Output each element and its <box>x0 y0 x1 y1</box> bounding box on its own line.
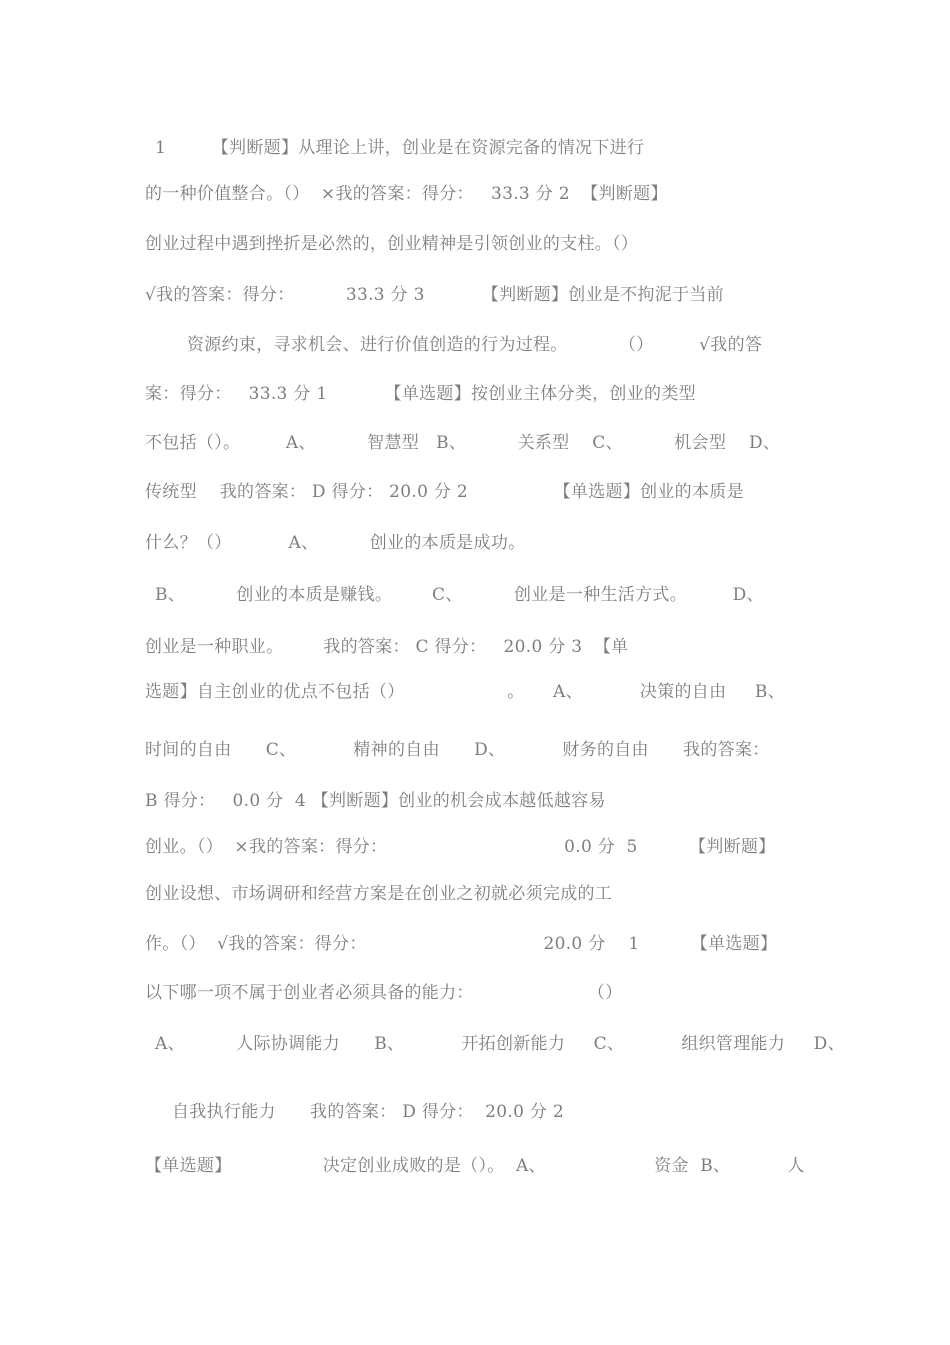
text-line: 传统型 我的答案： D 得分： 20.0 分 2 【单选题】创业的本质是 <box>145 482 744 502</box>
text-line: 自我执行能力 我的答案： D 得分： 20.0 分 2 <box>172 1102 565 1122</box>
text-line: 的一种价值整合。（） ×我的答案：得分： 33.3 分 2 【判断题】 <box>145 184 668 204</box>
text-line: 创业过程中遇到挫折是必然的，创业精神是引领创业的支柱。（） <box>145 234 639 254</box>
text-line: 以下哪一项不属于创业者必须具备的能力： （） <box>145 983 623 1003</box>
text-line: B 得分： 0.0 分 4 【判断题】创业的机会成本越低越容易 <box>145 791 606 811</box>
text-line: 【单选题】 决定创业成败的是（）。 A、 资金 B、 人 <box>145 1156 805 1176</box>
text-line: 创业设想、市场调研和经营方案是在创业之初就必须完成的工 <box>145 884 613 904</box>
text-line: 什么？（） A、 创业的本质是成功。 <box>145 533 526 553</box>
text-line: 时间的自由 C、 精神的自由 D、 财务的自由 我的答案： <box>145 740 770 760</box>
text-line: 1 【判断题】从理论上讲，创业是在资源完备的情况下进行 <box>155 138 645 158</box>
text-line: 创业是一种职业。 我的答案： C 得分： 20.0 分 3 【单 <box>145 637 629 657</box>
text-line: 案：得分： 33.3 分 1 【单选题】按创业主体分类，创业的类型 <box>145 384 696 404</box>
text-line: 不包括（）。 A、 智慧型 B、 关系型 C、 机会型 D、 <box>145 433 781 453</box>
text-line: 作。（） √我的答案：得分： 20.0 分 1 【单选题】 <box>145 934 778 954</box>
text-line: A、 人际协调能力 B、 开拓创新能力 C、 组织管理能力 D、 <box>155 1034 845 1054</box>
text-line: 创业。（） ×我的答案：得分： 0.0 分 5 【判断题】 <box>145 837 776 857</box>
text-line: 选题】自主创业的优点不包括（） 。 A、 决策的自由 B、 <box>145 682 786 702</box>
text-line: B、 创业的本质是赚钱。 C、 创业是一种生活方式。 D、 <box>155 585 764 605</box>
text-line: √我的答案：得分： 33.3 分 3 【判断题】创业是不拘泥于当前 <box>145 285 724 305</box>
text-line: 资源约束，寻求机会、进行价值创造的行为过程。 （） √我的答 <box>187 335 763 355</box>
